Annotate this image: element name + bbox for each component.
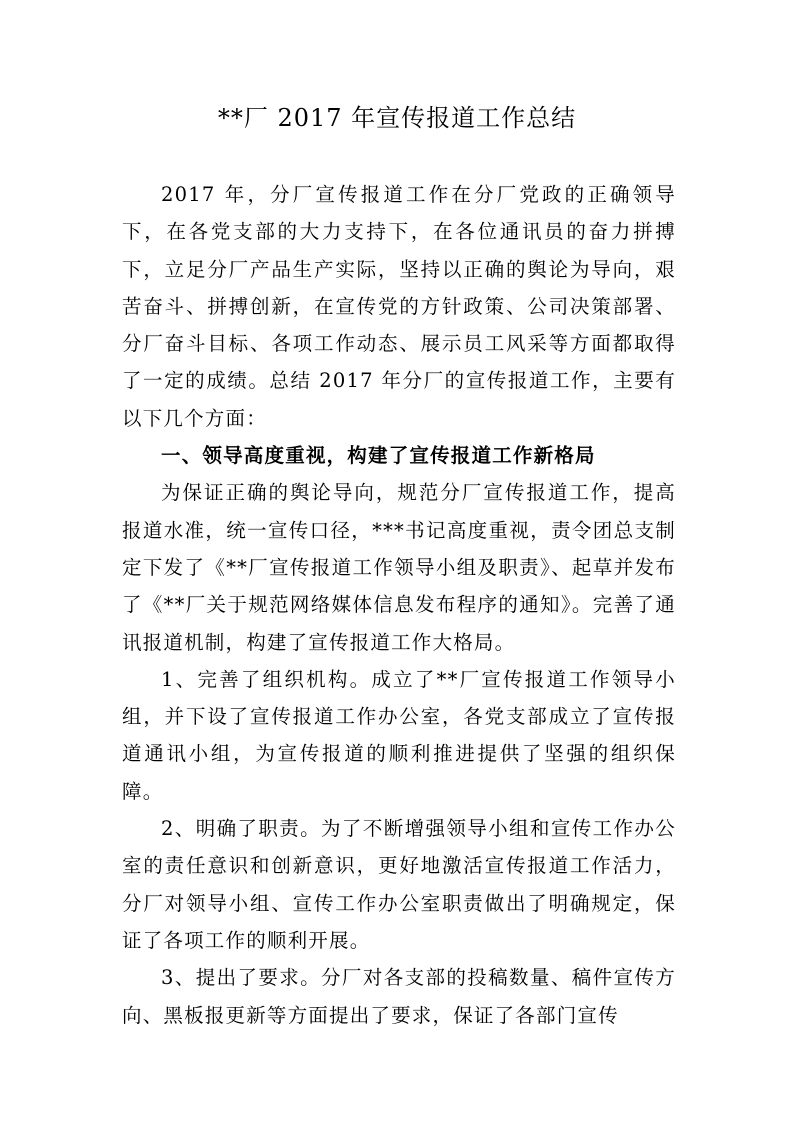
section-heading-1: 一、领导高度重视，构建了宣传报道工作新格局 [161,444,596,468]
intro-paragraph: 2017 年，分厂宣传报道工作在分厂党政的正确领导下，在各党支部的大力支持下，在各位通讯员的奋力拼搏下，立足分厂产品生产实际，坚持以正确的舆论为导向，艰苦奋斗、拼搏创新，在宣传党的方针政策、公司决策部署、分厂奋斗目标、各项工作动态、展示员工风采等方面都取得了一定的成绩。总结 2017 年分厂的宣传报道工作，主要有以下几个方面： [122,183,676,430]
list-item-3: 3、提出了要求。分厂对各支部的投稿数量、稿件宣传方向、黑板报更新等方面提出了要求，保证了各部门宣传 [122,966,676,1027]
document-title: **厂 2017 年宣传报道工作总结 [217,104,577,132]
list-item-1: 1、完善了组织机构。成立了**厂宣传报道工作领导小组，并下设了宣传报道工作办公室，各党支部成立了宣传报道通讯小组，为宣传报道的顺利推进提供了坚强的组织保障。 [122,667,676,803]
section-1-paragraph: 为保证正确的舆论导向，规范分厂宣传报道工作，提高报道水准，统一宣传口径，***书记高度重视，责令团总支制定下发了《**厂宣传报道工作领导小组及职责》、起草并发布了《**厂关于规范网络媒体信息发布程序的通知》。完善了通讯报道机制，构建了宣传报道工作大格局。 [122,481,676,654]
list-item-2: 2、明确了职责。为了不断增强领导小组和宣传工作办公室的责任意识和创新意识，更好地激活宣传报道工作活力，分厂对领导小组、宣传工作办公室职责做出了明确规定，保证了各项工作的顺利开展。 [122,817,676,952]
document-body [122,176,676,1034]
